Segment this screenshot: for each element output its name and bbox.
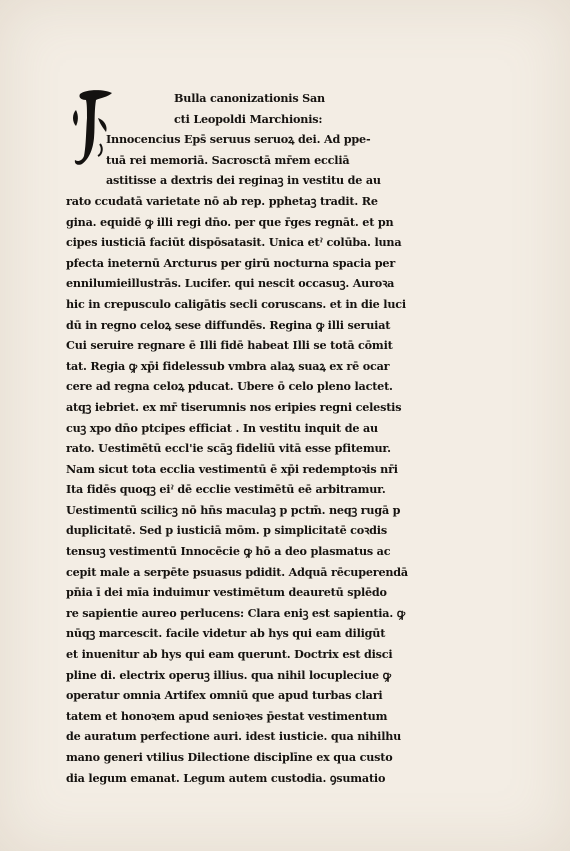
text-line: pline di. electrix operuꝫ illius. qua nihil locupleciue ꝙ [66,667,391,682]
text-line: rato. Uestimētū eccl'ie scāꝫ fideliū vitā esse pfitemur. [66,441,391,456]
body-text [66,88,436,788]
text-line: Bulla canonizationis San [174,91,325,105]
text-line: operatur omnia Artifex omniū que apud turbas clari [66,688,383,703]
text-line: astitisse a dextris dei reginaꝫ in vestitu de au [106,173,381,188]
text-line: tuā rei memoriā. Sacrosctā mr̄em eccliā [106,152,350,167]
text-line: Innocencius Eps̄ seruus seruoꝝ dei. Ad ppe- [106,132,371,147]
text-line: gina. equidē ꝙ illi regi dn̄o. per que r̄ges regnāt. et pn [66,214,394,229]
text-line: ennilumieillustrās. Lucifer. qui nescit occasuꝫ. Auroꝛa [66,276,395,291]
text-line: re sapientie aureo perlucens: Clara eniꝫ est sapientia. ꝙ [66,605,405,620]
text-line: dia legum emanat. Legum autem custodia. ꝯsumatio [66,770,386,785]
text-line: tatem et honoꝛem apud senioꝛes p̄estat vestimentum [66,708,388,723]
text-line: cti Leopoldi Marchionis: [174,111,323,126]
text-line: tensuꝫ vestimentū Innocēcie ꝙ hō a deo plasmatus ac [66,544,391,559]
text-line: Nam sicut tota ecclia vestimentū ē xp̄i redemptoꝛis nr̄i [66,461,398,476]
text-line: duplicitatē. Sed p iusticiā mōm. p simplicitatē coꝛdis [66,523,387,538]
text-line: tat. Regia ꝙ xp̄i fidelessub vmbra alaꝝ suaꝝ ex rē ocar [66,358,390,373]
text-line: atqꝫ iebriet. ex mr̄ tiserumnis nos eripies regni celestis [66,399,402,414]
text-line: cipes iusticiā faciūt dispōsatasit. Unica etˀ colūba. luna [66,235,402,250]
text-line: cepit male a serpēte psuasus pdidit. Adquā rēcuperendā [66,564,408,579]
text-line: cuꝫ xpo dn̄o ptcipes efficiat . In vestitu inquit de au [66,420,378,435]
text-line: pn̄ia ī dei mīa induimur vestimētum deauretū splēdo [66,585,387,600]
text-line: mano generi vtilius Dilectione disciplīne ex qua custo [66,750,393,764]
text-line: nūqꝫ marcescit. facile videtur ab hys qui eam diligūt [66,626,386,641]
text-line: hic in crepusculo caligātis secli coruscans. et in die luci [66,296,406,311]
text-line: Ita fidēs quoqꝫ eiˀ dē ecclie vestimētū eē arbitramur. [66,482,386,497]
text-line: et inuenitur ab hys qui eam querunt. Doctrix est disci [66,647,393,662]
text-line: Uestimentū scilicꝫ nō hn̄s maculaꝫ p pctm̄. neqꝫ rugā p [66,502,401,517]
text-line: de auratum perfectione auri. idest iusticie. qua nihilhu [66,729,402,744]
text-line: pfecta ineternū Arcturus per girū nocturna spacia per [66,255,396,270]
text-line: Cui seruire regnare ē Illi fidē habeat Illi se totā cōmit [66,338,393,353]
text-line: rato ccudatā varietate nō ab rep. pphetaꝫ tradit. Re [66,193,378,208]
text-line: cere ad regna celoꝝ pducat. Ubere ō celo pleno lactet. [66,379,393,394]
text-line: dū in regno celoꝝ sese diffundēs. Regina ꝙ illi seruiat [66,317,391,332]
